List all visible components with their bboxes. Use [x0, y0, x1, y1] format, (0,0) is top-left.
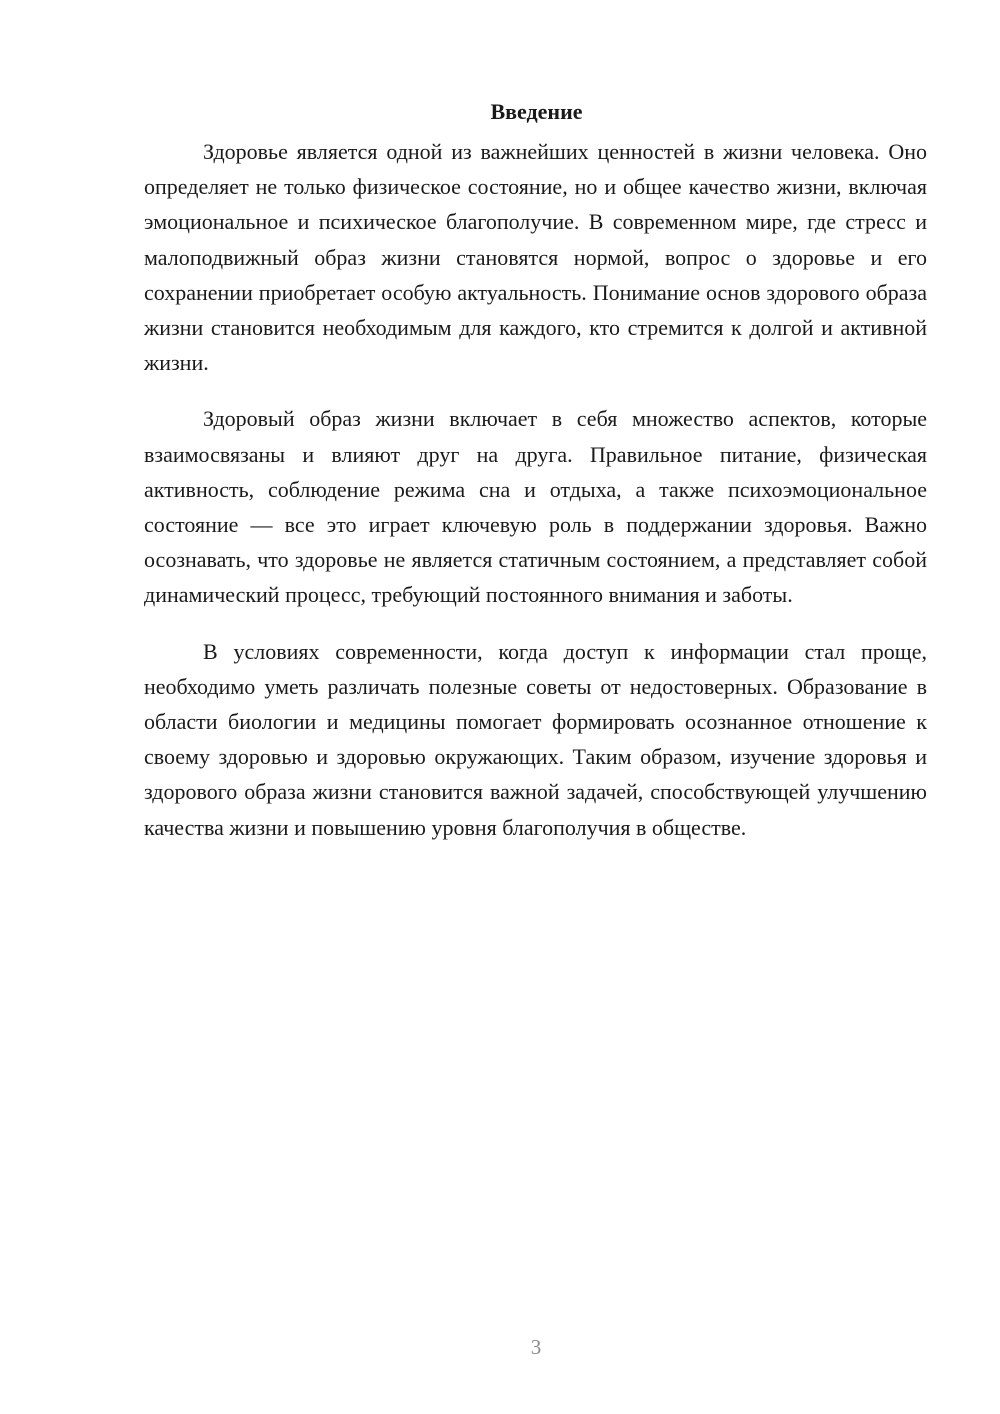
section-title: Введение: [490, 99, 583, 124]
paragraph-1: Здоровье является одной из важнейших ценностей в жизни человека. Оно определяет не только физическое состояние, но и общее качество жизни, включая эмоциональное и психическое благополучие. В современном мире, где стресс и малоподвижный образ жизни становятся нормой, вопрос о здоровье и его сохранении приобретает особую актуальность. Понимание основ здорового образа жизни становится необходимым для каждого, кто стремится к долгой и активной жизни.: [144, 139, 927, 376]
page-content: [144, 96, 927, 866]
page-number: 3: [530, 1335, 542, 1359]
paragraph-3: В условиях современности, когда доступ к информации стал проще, необходимо уметь различать полезные советы от недостоверных. Образование в области биологии и медицины помогает формировать осознанное отношение к своему здоровью и здоровью окружающих. Таким образом, изучение здоровья и здорового образа жизни становится важной задачей, способствующей улучшению качества жизни и повышению уровня благополучия в обществе.: [144, 638, 927, 840]
paragraph-2: Здоровый образ жизни включает в себя множество аспектов, которые взаимосвязаны и влияют друг на друга. Правильное питание, физическая активность, соблюдение режима сна и отдыха, а также психоэмоциональное состояние — все это играет ключевую роль в поддержании здоровья. Важно осознавать, что здоровье не является статичным состоянием, а представляет собой динамический процесс, требующий постоянного внимания и заботы.: [144, 406, 927, 608]
